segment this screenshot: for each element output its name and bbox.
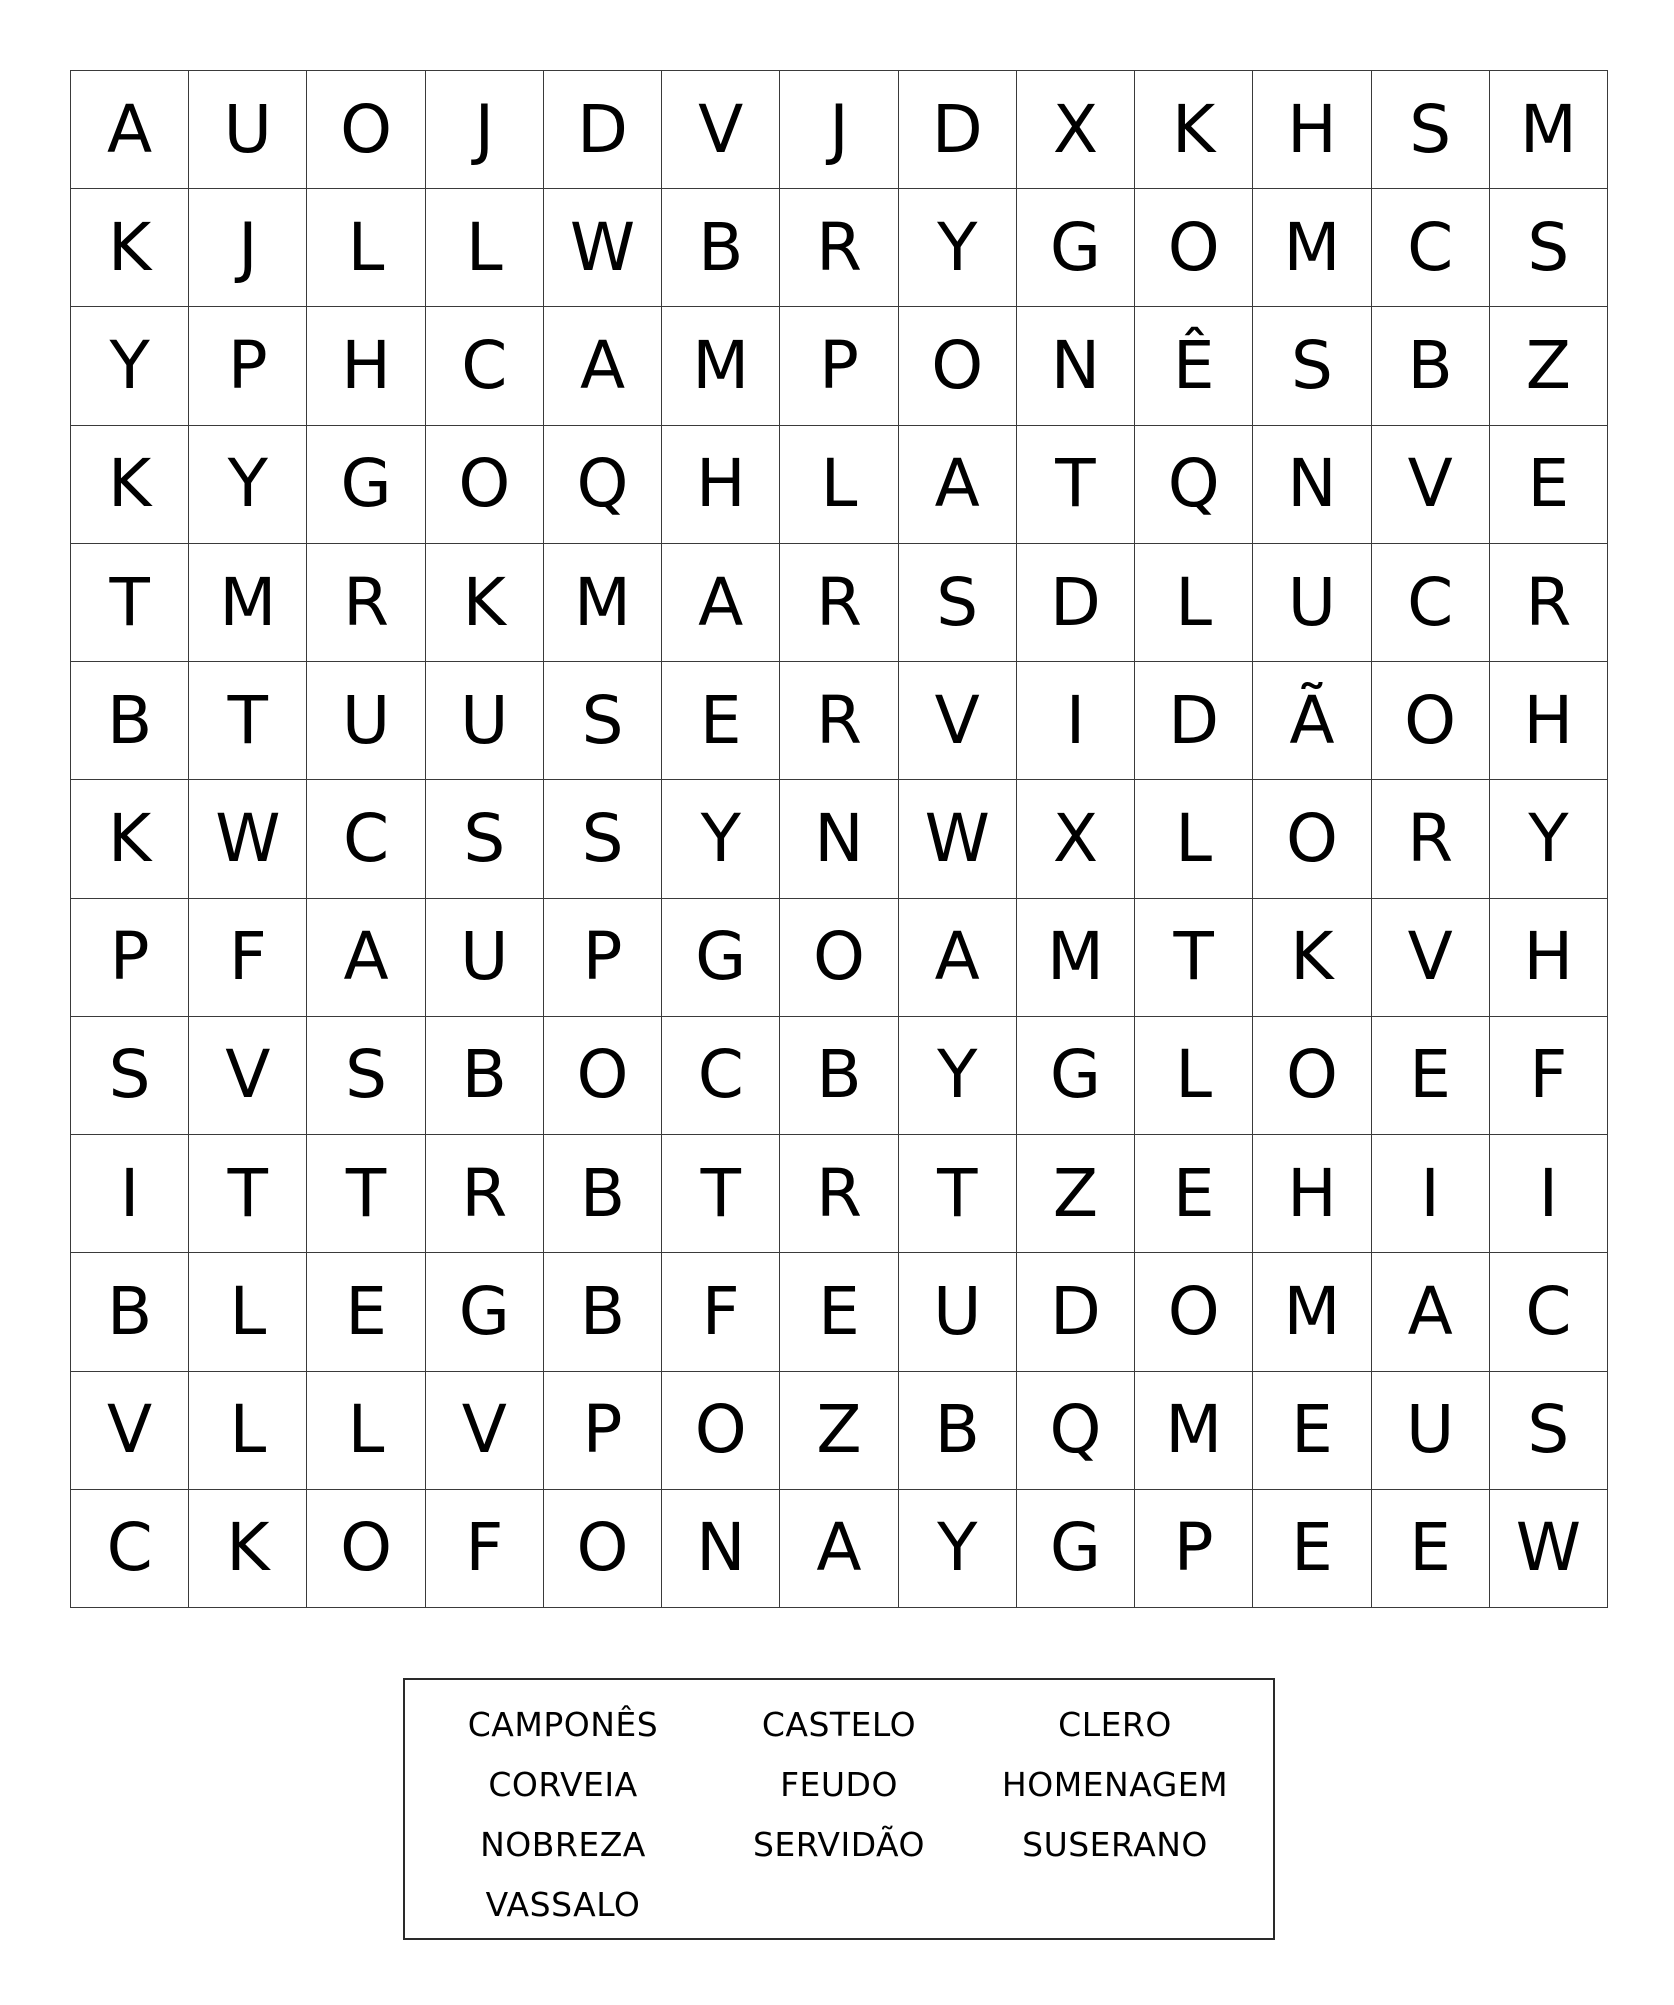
grid-cell[interactable]: V [71,1372,189,1490]
word-bank-item: SERVIDÃO [752,1824,926,1864]
grid-cell[interactable]: E [1253,1490,1371,1608]
grid-cell[interactable]: C [71,1490,189,1608]
grid-cell[interactable]: T [189,1135,307,1253]
grid-cell[interactable]: V [899,662,1017,780]
grid-cell[interactable]: Z [1490,307,1608,425]
grid-cell[interactable]: Y [899,189,1017,307]
grid-cell[interactable]: H [1253,71,1371,189]
grid-cell[interactable]: O [662,1372,780,1490]
grid-cell[interactable]: A [1372,1253,1490,1371]
grid-cell[interactable]: S [1490,1372,1608,1490]
grid-cell[interactable]: X [1017,780,1135,898]
grid-cell[interactable]: J [426,71,544,189]
grid-cell[interactable]: B [71,1253,189,1371]
word-bank-item: CLERO [1058,1704,1172,1744]
grid-cell[interactable]: O [1135,1253,1253,1371]
grid-cell[interactable]: I [71,1135,189,1253]
grid-cell[interactable]: T [899,1135,1017,1253]
grid-cell[interactable]: E [1372,1017,1490,1135]
grid-cell[interactable]: B [426,1017,544,1135]
grid-cell[interactable]: V [189,1017,307,1135]
grid-cell[interactable]: A [71,71,189,189]
grid-cell[interactable]: O [544,1017,662,1135]
grid-cell[interactable]: R [780,1135,898,1253]
grid-cell[interactable]: P [189,307,307,425]
grid-cell[interactable]: E [307,1253,425,1371]
grid-cell[interactable]: M [544,544,662,662]
grid-cell[interactable]: E [780,1253,898,1371]
grid-cell[interactable]: V [426,1372,544,1490]
grid-cell[interactable]: H [307,307,425,425]
grid-cell[interactable]: L [307,189,425,307]
grid-cell[interactable]: O [307,71,425,189]
grid-cell[interactable]: Y [662,780,780,898]
grid-cell[interactable]: G [1017,1490,1135,1608]
grid-cell[interactable]: K [426,544,544,662]
grid-cell[interactable]: M [1253,189,1371,307]
grid-cell[interactable]: F [1490,1017,1608,1135]
grid-cell[interactable]: S [544,662,662,780]
word-bank-item: CAMPONÊS [467,1704,659,1744]
grid-cell[interactable]: K [1253,899,1371,1017]
grid-cell[interactable]: D [899,71,1017,189]
grid-cell[interactable]: H [1490,899,1608,1017]
grid-cell[interactable]: L [189,1372,307,1490]
grid-cell[interactable]: W [899,780,1017,898]
grid-cell[interactable]: U [426,899,544,1017]
grid-cell[interactable]: F [662,1253,780,1371]
grid-cell[interactable]: T [662,1135,780,1253]
word-search-grid [70,70,1608,1608]
grid-cell[interactable]: S [1490,189,1608,307]
grid-cell[interactable]: U [189,71,307,189]
grid-cell[interactable]: L [1135,1017,1253,1135]
grid-cell[interactable]: B [544,1135,662,1253]
grid-cell[interactable]: O [544,1490,662,1608]
grid-cell[interactable]: K [1135,71,1253,189]
grid-cell[interactable]: N [780,780,898,898]
grid-cell[interactable]: M [1490,71,1608,189]
grid-cell[interactable]: Y [899,1490,1017,1608]
grid-cell[interactable]: S [426,780,544,898]
word-bank-item: CASTELO [761,1704,917,1744]
grid-cell[interactable]: Y [899,1017,1017,1135]
grid-cell[interactable]: K [71,426,189,544]
grid-cell[interactable]: U [307,662,425,780]
grid-cell[interactable]: A [899,899,1017,1017]
grid-cell[interactable]: V [662,71,780,189]
grid-cell[interactable]: O [1253,1017,1371,1135]
grid-cell[interactable]: D [1017,544,1135,662]
grid-cell[interactable]: Z [780,1372,898,1490]
grid-cell[interactable]: R [780,189,898,307]
grid-cell[interactable]: C [1490,1253,1608,1371]
grid-cell[interactable]: K [189,1490,307,1608]
grid-cell[interactable]: L [307,1372,425,1490]
grid-cell[interactable]: T [1017,426,1135,544]
grid-cell[interactable]: R [426,1135,544,1253]
grid-cell[interactable]: G [662,899,780,1017]
grid-cell[interactable]: Ã [1253,662,1371,780]
grid-cell[interactable]: G [1017,189,1135,307]
grid-cell[interactable]: N [662,1490,780,1608]
grid-cell[interactable]: U [1372,1372,1490,1490]
grid-cell[interactable]: L [780,426,898,544]
grid-cell[interactable]: V [1372,899,1490,1017]
grid-cell[interactable]: M [1253,1253,1371,1371]
grid-cell[interactable]: D [544,71,662,189]
grid-cell[interactable]: R [780,544,898,662]
grid-cell[interactable]: K [71,780,189,898]
grid-cell[interactable]: Y [189,426,307,544]
grid-cell[interactable]: V [1372,426,1490,544]
grid-cell[interactable]: F [189,899,307,1017]
grid-cell[interactable]: G [307,426,425,544]
grid-cell[interactable]: T [71,544,189,662]
grid-cell[interactable]: O [426,426,544,544]
grid-cell[interactable]: E [1135,1135,1253,1253]
grid-cell[interactable]: F [426,1490,544,1608]
grid-cell[interactable]: S [307,1017,425,1135]
grid-cell[interactable]: L [1135,780,1253,898]
grid-cell[interactable]: A [662,544,780,662]
grid-cell[interactable]: A [544,307,662,425]
grid-cell[interactable]: B [899,1372,1017,1490]
grid-cell[interactable]: A [899,426,1017,544]
grid-cell[interactable]: N [1253,426,1371,544]
grid-cell[interactable]: P [544,1372,662,1490]
grid-cell[interactable]: R [1490,544,1608,662]
grid-cell[interactable]: D [1017,1253,1135,1371]
word-bank-item: CORVEIA [488,1764,638,1804]
word-bank-item: FEUDO [780,1764,898,1804]
grid-cell[interactable]: T [307,1135,425,1253]
grid-cell[interactable]: R [307,544,425,662]
word-bank-item: SUSERANO [1022,1824,1208,1864]
grid-cell[interactable]: S [71,1017,189,1135]
grid-cell[interactable]: Q [544,426,662,544]
grid-cell[interactable]: B [780,1017,898,1135]
grid-cell[interactable]: G [1017,1017,1135,1135]
grid-cell[interactable]: H [1253,1135,1371,1253]
grid-cell[interactable]: I [1372,1135,1490,1253]
word-bank [403,1678,1275,1940]
grid-cell[interactable]: W [1490,1490,1608,1608]
grid-cell[interactable]: H [662,426,780,544]
grid-cell[interactable]: R [780,662,898,780]
grid-cell[interactable]: O [1135,189,1253,307]
grid-cell[interactable]: C [426,307,544,425]
grid-cell[interactable]: E [1253,1372,1371,1490]
grid-cell[interactable]: R [1372,780,1490,898]
grid-cell[interactable]: C [1372,189,1490,307]
grid-cell[interactable]: O [780,899,898,1017]
grid-cell[interactable]: Y [71,307,189,425]
grid-cell[interactable]: D [1135,662,1253,780]
grid-cell[interactable]: Ê [1135,307,1253,425]
grid-cell[interactable]: S [1372,71,1490,189]
grid-cell[interactable]: C [307,780,425,898]
grid-cell[interactable]: A [307,899,425,1017]
grid-cell[interactable]: Z [1017,1135,1135,1253]
grid-cell[interactable]: B [71,662,189,780]
grid-cell[interactable]: N [1017,307,1135,425]
grid-cell[interactable]: W [544,189,662,307]
grid-cell[interactable]: A [780,1490,898,1608]
grid-cell[interactable]: T [189,662,307,780]
grid-cell[interactable]: O [1253,780,1371,898]
grid-cell[interactable]: L [426,189,544,307]
grid-cell[interactable]: P [544,899,662,1017]
grid-cell[interactable]: S [1253,307,1371,425]
grid-cell[interactable]: I [1490,1135,1608,1253]
grid-cell[interactable]: H [1490,662,1608,780]
grid-cell[interactable]: O [307,1490,425,1608]
grid-cell[interactable]: I [1017,662,1135,780]
word-bank-item: HOMENAGEM [1001,1764,1229,1804]
grid-cell[interactable]: U [1253,544,1371,662]
grid-cell[interactable]: K [71,189,189,307]
grid-cell[interactable]: Q [1135,426,1253,544]
grid-cell[interactable]: M [662,307,780,425]
grid-cell[interactable]: M [189,544,307,662]
grid-cell[interactable]: Q [1017,1372,1135,1490]
grid-cell[interactable]: E [662,662,780,780]
grid-cell[interactable]: M [1017,899,1135,1017]
grid-cell[interactable]: B [544,1253,662,1371]
grid-cell[interactable]: E [1372,1490,1490,1608]
grid-cell[interactable]: C [662,1017,780,1135]
grid-cell[interactable]: Y [1490,780,1608,898]
grid-cell[interactable]: J [189,189,307,307]
grid-cell[interactable]: B [1372,307,1490,425]
word-bank-item: NOBREZA [480,1824,646,1864]
grid-cell[interactable]: O [899,307,1017,425]
grid-cell[interactable]: G [426,1253,544,1371]
grid-cell[interactable]: J [780,71,898,189]
grid-cell[interactable]: P [71,899,189,1017]
grid-cell[interactable]: W [189,780,307,898]
grid-cell[interactable]: S [899,544,1017,662]
grid-cell[interactable]: B [662,189,780,307]
grid-cell[interactable]: L [189,1253,307,1371]
grid-cell[interactable]: T [1135,899,1253,1017]
grid-cell[interactable]: S [544,780,662,898]
grid-cell[interactable]: U [899,1253,1017,1371]
word-bank-item: VASSALO [485,1884,641,1924]
grid-cell[interactable]: M [1135,1372,1253,1490]
grid-cell[interactable]: P [780,307,898,425]
grid-cell[interactable]: C [1372,544,1490,662]
grid-cell[interactable]: X [1017,71,1135,189]
grid-cell[interactable]: P [1135,1490,1253,1608]
grid-cell[interactable]: L [1135,544,1253,662]
grid-cell[interactable]: O [1372,662,1490,780]
grid-cell[interactable]: E [1490,426,1608,544]
grid-cell[interactable]: U [426,662,544,780]
